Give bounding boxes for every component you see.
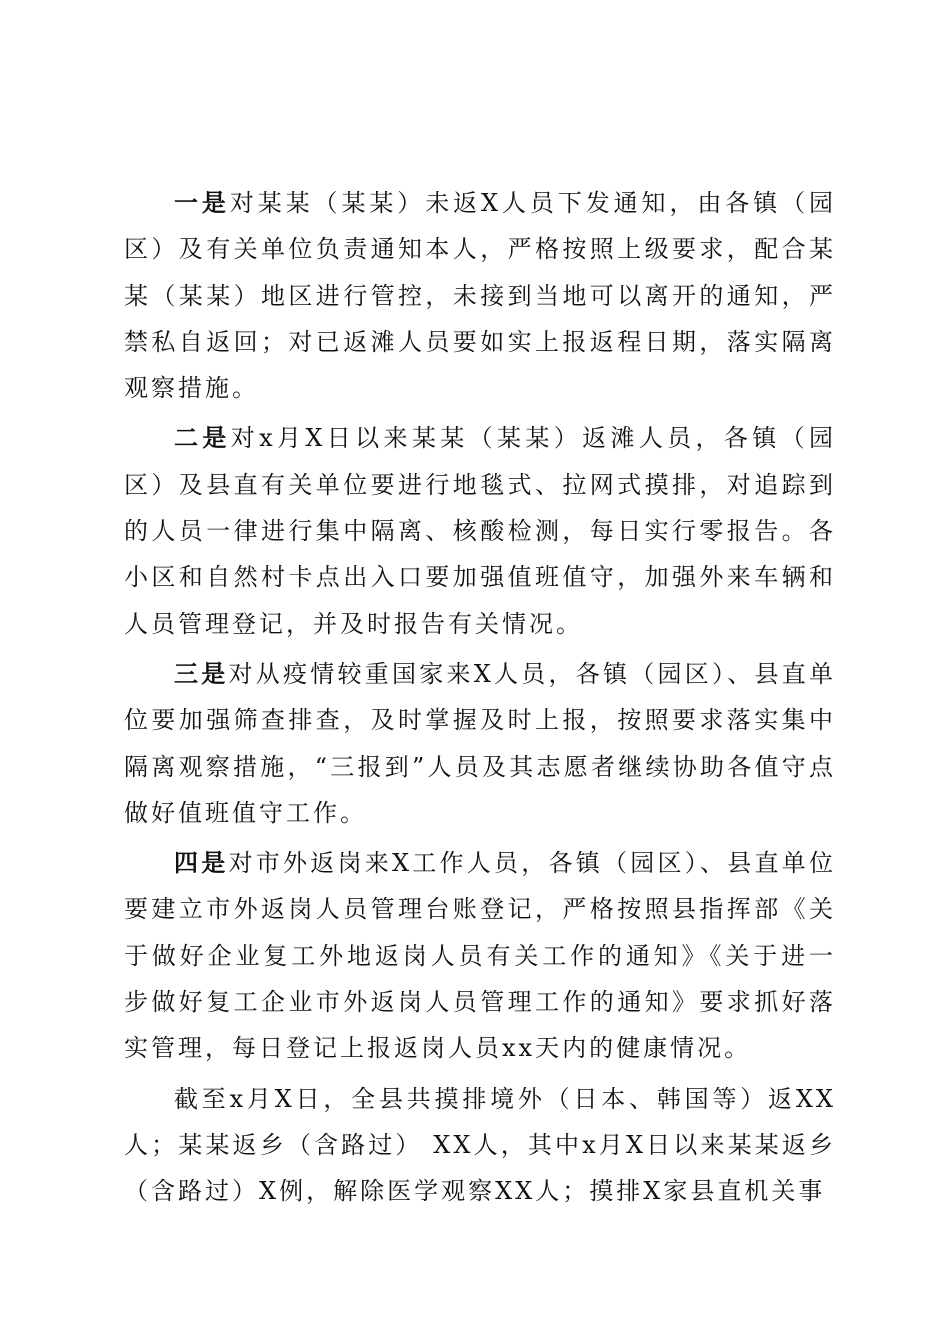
paragraph-2-lead: 二是 [174,423,231,453]
document-body [124,180,836,1219]
paragraph-1-text: 对某某（某某）未返X人员下发通知，由各镇（园区）及有关单位负责通知本人，严格按照上级要求，配合某某（某某）地区进行管控，未接到当地可以离开的通知，严禁私自返回；对已返滩人员要如实上报返程日期，落实隔离观察措施。 [124,189,837,403]
paragraph-5-text: 截至x月X日，全县共摸排境外（日本、韩国等）返XX人；某某返乡（含路过） XX人，其中x月X日以来某某返乡（含路过）X例，解除医学观察XX人；摸排X家县直机关事 [124,1084,836,1206]
paragraph-2 [124,415,836,646]
paragraph-3-text: 对从疫情较重国家来X人员，各镇（园区）、县直单位要加强筛查排查，及时掌握及时上报，按照要求落实集中隔离观察措施，“三报到”人员及其志愿者继续协助各值守点做好值班值守工作。 [124,659,836,827]
paragraph-5 [124,1076,836,1215]
paragraph-4-text: 对市外返岗来X工作人员，各镇（园区）、县直单位要建立市外返岗人员管理台账登记，严格按照县指挥部《关于做好企业复工外地返岗人员有关工作的通知》《关于进一步做好复工企业市外返岗人员管理工作的通知》要求抓好落实管理，每日登记上报返岗人员xx天内的健康情况。 [124,849,836,1063]
paragraph-1-lead: 一是 [174,188,230,217]
paragraph-1 [124,180,836,411]
paragraph-2-text: 对x月X日以来某某（某某）返滩人员，各镇（园区）及县直有关单位要进行地毯式、拉网式摸排，对追踪到的人员一律进行集中隔离、核酸检测，每日实行零报告。各小区和自然村卡点出入口要加强值班值守，加强外来车辆和人员管理登记，并及时报告有关情况。 [124,424,837,638]
paragraph-4-lead: 四是 [174,848,229,878]
paragraph-3 [124,651,836,836]
paragraph-4 [124,840,836,1071]
paragraph-3-lead: 三是 [174,658,229,688]
